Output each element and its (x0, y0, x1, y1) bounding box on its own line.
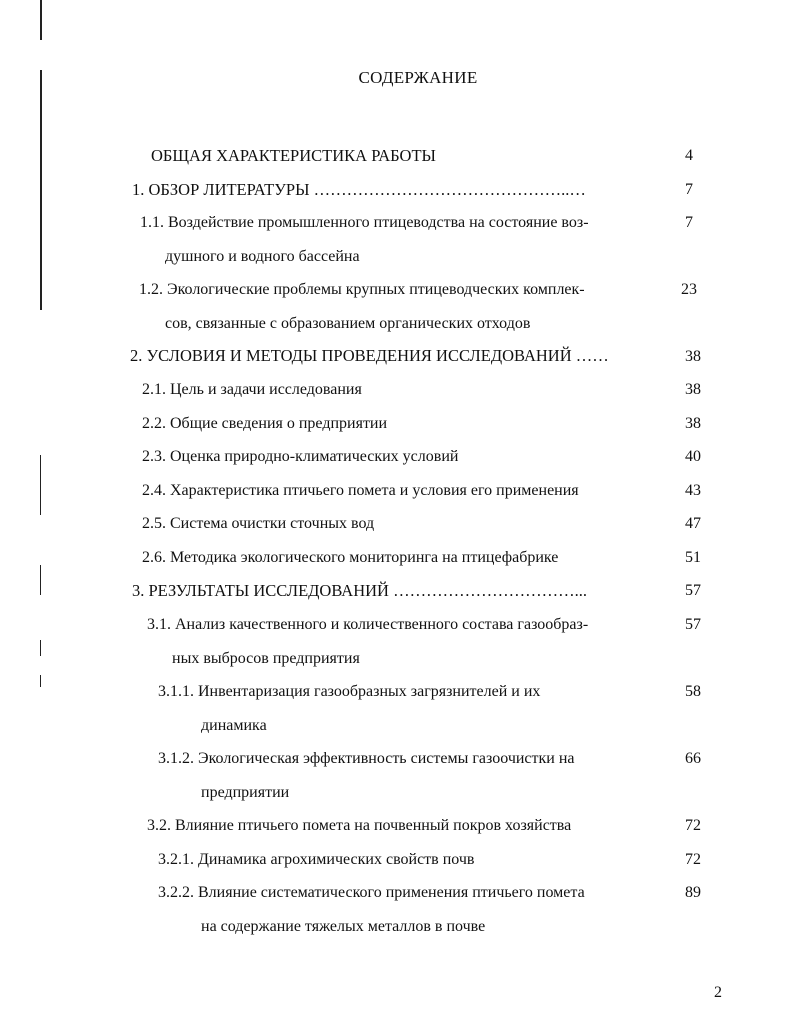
toc-entry-3: 3. РЕЗУЛЬТАТЫ ИССЛЕДОВАНИЙ ……………………………... (132, 581, 587, 600)
toc-entry-3-2: 3.2. Влияние птичьего помета на почвенный покров хозяйства (147, 817, 572, 834)
toc-entry-3-1: 3.1. Анализ качественного и количественного состава газообраз- (147, 616, 589, 633)
toc-page-2-4: 43 (685, 482, 701, 499)
toc-entry-3-1-2-cont: предприятии (201, 784, 290, 801)
toc-entry-general: ОБЩАЯ ХАРАКТЕРИСТИКА РАБОТЫ (151, 146, 436, 165)
toc-page-3-1: 57 (685, 616, 701, 633)
toc-page-2-3: 40 (685, 448, 701, 465)
toc-entry-1-1: 1.1. Воздействие промышленного птицеводства на состояние воз- (140, 214, 589, 231)
toc-page-3-2: 72 (685, 817, 701, 834)
toc-entry-3-2-2: 3.2.2. Влияние систематического применения птичьего помета (158, 884, 585, 901)
page-number: 2 (714, 984, 722, 1001)
toc-page-3-2-2: 89 (685, 884, 701, 901)
toc-entry-3-1-1: 3.1.1. Инвентаризация газообразных загрязнителей и их (158, 683, 541, 700)
toc-page-2-2: 38 (685, 415, 701, 432)
toc-entry-2-3: 2.3. Оценка природно-климатических условий (142, 448, 459, 465)
scan-edge-line-top (40, 0, 42, 40)
scan-edge-line-mid (40, 70, 42, 310)
toc-page-1: 7 (685, 181, 693, 198)
toc-entry-3-2-2-cont: на содержание тяжелых металлов в почве (201, 918, 486, 935)
toc-entry-3-1-1-cont: динамика (201, 717, 267, 734)
scan-edge-dash-2 (40, 675, 41, 687)
toc-entry-2-1: 2.1. Цель и задачи исследования (142, 381, 362, 398)
toc-page-1-1: 7 (685, 214, 693, 231)
toc-entry-3-2-1: 3.2.1. Динамика агрохимических свойств почв (158, 851, 475, 868)
toc-page-2-5: 47 (685, 515, 701, 532)
page-title: СОДЕРЖАНИЕ (358, 68, 478, 87)
toc-entry-2-6: 2.6. Методика экологического мониторинга на птицефабрике (142, 549, 559, 566)
toc-page-3-1-2: 66 (685, 750, 701, 767)
toc-page-2-1: 38 (685, 381, 701, 398)
toc-page-1-2: 23 (681, 281, 697, 298)
scan-edge-dash-1 (40, 640, 41, 656)
toc-entry-1: 1. ОБЗОР ЛИТЕРАТУРЫ ………………………………………..… (132, 180, 586, 199)
toc-page-2-6: 51 (685, 549, 701, 566)
toc-page-general: 4 (685, 147, 693, 164)
toc-entry-1-1-cont: душного и водного бассейна (165, 248, 360, 265)
toc-entry-2-4: 2.4. Характеристика птичьего помета и условия его применения (142, 482, 579, 499)
scan-edge-line-bottom (40, 565, 41, 595)
toc-page-3-2-1: 72 (685, 851, 701, 868)
toc-entry-3-1-2: 3.1.2. Экологическая эффективность системы газоочистки на (158, 750, 575, 767)
toc-entry-1-2-cont: сов, связанные с образованием органических отходов (165, 315, 531, 332)
toc-entry-2-2: 2.2. Общие сведения о предприятии (142, 415, 388, 432)
scan-edge-line-lower (40, 455, 41, 515)
toc-entry-1-2: 1.2. Экологические проблемы крупных птицеводческих комплек- (139, 281, 585, 298)
toc-page-3: 57 (685, 582, 701, 599)
toc-page-2: 38 (685, 348, 701, 365)
toc-entry-2-5: 2.5. Система очистки сточных вод (142, 515, 375, 532)
toc-entry-3-1-cont: ных выбросов предприятия (172, 650, 360, 667)
toc-entry-2: 2. УСЛОВИЯ И МЕТОДЫ ПРОВЕДЕНИЯ ИССЛЕДОВАНИЙ …… (130, 346, 609, 365)
toc-page-3-1-1: 58 (685, 683, 701, 700)
